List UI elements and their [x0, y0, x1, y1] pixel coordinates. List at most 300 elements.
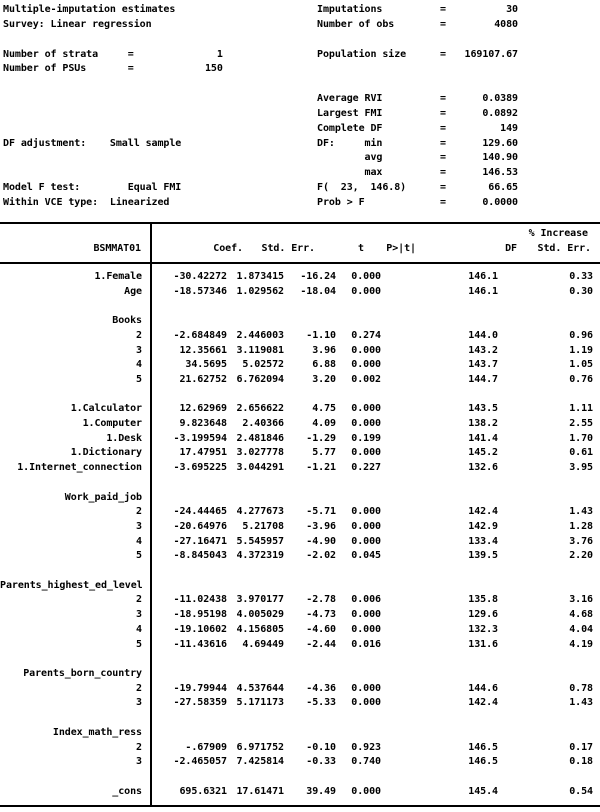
cell-pct-increase: [498, 726, 593, 741]
cell-coef: -.67909: [185, 741, 227, 753]
cell-std-err: [227, 726, 284, 741]
table-row: [0, 549, 600, 564]
cell-p: [336, 711, 381, 726]
cell-df: 145.2: [468, 447, 498, 459]
equals-sign: =: [440, 137, 446, 149]
cell-t: [284, 388, 336, 403]
cell-pct-increase: [498, 711, 593, 726]
cell-coef: [150, 491, 227, 506]
cell-std-err: 5.21708: [242, 520, 284, 532]
header-left-text: DF adjustment: Small sample: [3, 137, 182, 149]
cell-coef: -27.16471: [173, 535, 227, 547]
cell-t: [284, 299, 336, 314]
cell-std-err: [227, 314, 284, 329]
cell-coef: 34.5695: [185, 359, 227, 371]
cell-std-err: [227, 476, 284, 491]
header-right-label: Largest FMI: [317, 107, 383, 119]
header-line: [0, 77, 600, 92]
cell-coef: [150, 314, 227, 329]
cell-label: 1.Computer: [82, 418, 142, 430]
cell-p: [336, 299, 381, 314]
cell-p: 0.000: [351, 682, 381, 694]
cell-p: 0.923: [351, 741, 381, 753]
cell-df: 142.9: [468, 520, 498, 532]
cell-coef: 12.35661: [179, 344, 227, 356]
header-right-label: Imputations: [317, 4, 383, 15]
cell-t: [284, 491, 336, 506]
cell-label: 1.Calculator: [70, 403, 142, 415]
cell-coef: -18.57346: [173, 285, 227, 297]
cell-p: 0.000: [351, 447, 381, 459]
cell-df: 146.5: [468, 741, 498, 753]
cell-std-err: 1.029562: [236, 285, 284, 297]
table-row: [0, 682, 600, 697]
cell-std-err: 6.971752: [236, 741, 284, 753]
cell-pct-increase: 0.96: [569, 329, 593, 341]
cell-p: 0.000: [351, 418, 381, 430]
cell-df: [381, 726, 498, 741]
header-left-text: Multiple-imputation estimates: [3, 4, 176, 15]
table-top-rule: [0, 222, 600, 224]
table-row: [0, 299, 600, 314]
cell-pct-increase: 1.43: [569, 506, 593, 518]
cell-pct-increase: [498, 579, 593, 594]
header-right-label: avg: [317, 152, 383, 164]
cell-df: [381, 476, 498, 491]
cell-pct-increase: 1.70: [569, 432, 593, 444]
cell-p: 0.000: [351, 785, 381, 797]
cell-std-err: 3.970177: [236, 594, 284, 606]
cell-coef: -20.64976: [173, 520, 227, 532]
cell-coef: 9.823648: [179, 418, 227, 430]
cell-label: 5: [136, 373, 142, 385]
cell-df: 142.4: [468, 506, 498, 518]
cell-t: [284, 726, 336, 741]
cell-label: [0, 652, 150, 667]
cell-pct-increase: 3.95: [569, 462, 593, 474]
cell-df: [381, 299, 498, 314]
cell-pct-increase: 0.76: [569, 373, 593, 385]
cell-t: 3.96: [312, 344, 336, 356]
cell-pct-increase: 3.16: [569, 594, 593, 606]
table-row: [0, 755, 600, 770]
equals-sign: =: [440, 167, 446, 179]
cell-coef: -18.95198: [173, 609, 227, 621]
table-row: [0, 446, 600, 461]
table-row: [0, 344, 600, 359]
cell-t: 39.49: [306, 785, 336, 797]
header-line: [0, 107, 600, 122]
header-right-label: Population size: [317, 48, 407, 60]
cell-p: 0.000: [351, 520, 381, 532]
cell-p: 0.000: [351, 403, 381, 415]
table-row: [0, 314, 600, 329]
cell-t: [284, 564, 336, 579]
cell-df: [381, 579, 498, 594]
col-header-t: t: [358, 243, 364, 254]
table-header-increase-row: [0, 228, 600, 243]
cell-std-err: [227, 579, 284, 594]
cell-df: 132.6: [468, 462, 498, 474]
header-line: [0, 166, 600, 181]
cell-label: 1.Dictionary: [70, 447, 142, 459]
cell-label: 5: [136, 638, 142, 650]
cell-coef: -24.44465: [173, 506, 227, 518]
cell-t: -4.73: [306, 609, 336, 621]
cell-label: [0, 476, 150, 491]
cell-p: [336, 667, 381, 682]
table-row: [0, 402, 600, 417]
header-left-text: Number of PSUs = 150: [3, 63, 223, 75]
header-right-value: 0.0389: [482, 93, 518, 105]
cell-p: 0.000: [351, 344, 381, 356]
table-row: [0, 505, 600, 520]
cell-pct-increase: 0.54: [569, 785, 593, 797]
cell-std-err: 5.545957: [236, 535, 284, 547]
cell-std-err: 4.372319: [236, 550, 284, 562]
cell-t: -4.36: [306, 682, 336, 694]
table-bottom-rule: [0, 805, 600, 807]
cell-pct-increase: [498, 388, 593, 403]
table-row: [0, 593, 600, 608]
cell-t: 6.88: [312, 359, 336, 371]
cell-df: 132.3: [468, 623, 498, 635]
col-header-std-err: Std. Err.: [261, 243, 315, 254]
equals-sign: =: [440, 48, 446, 60]
equals-sign: =: [440, 196, 446, 208]
cell-pct-increase: 0.78: [569, 682, 593, 694]
cell-pct-increase: [498, 314, 593, 329]
cell-label: Work_paid_job: [64, 491, 142, 503]
table-row: [0, 461, 600, 476]
cell-df: 135.8: [468, 594, 498, 606]
header-line: [0, 151, 600, 166]
cell-std-err: [227, 770, 284, 785]
cell-p: [336, 726, 381, 741]
cell-std-err: 4.69449: [242, 638, 284, 650]
header-right-value: 4080: [494, 18, 518, 30]
cell-pct-increase: 2.20: [569, 550, 593, 562]
cell-t: [284, 770, 336, 785]
cell-t: [284, 711, 336, 726]
table-header-rule: [0, 262, 600, 264]
cell-pct-increase: 4.19: [569, 638, 593, 650]
col-header-pct-increase: % Increase: [528, 228, 588, 239]
header-line: [0, 33, 600, 48]
cell-std-err: 3.044291: [236, 462, 284, 474]
table-row: [0, 770, 600, 785]
header-right-label: max: [317, 167, 383, 179]
cell-label: 2: [136, 329, 142, 341]
cell-df: 144.0: [468, 329, 498, 341]
cell-p: 0.000: [351, 609, 381, 621]
cell-df: [381, 770, 498, 785]
table-row: [0, 623, 600, 638]
cell-label: Age: [124, 285, 142, 297]
header-line: [0, 3, 600, 18]
cell-coef: [150, 667, 227, 682]
header-left-text: Within VCE type: Linearized: [3, 196, 170, 208]
cell-coef: [150, 299, 227, 314]
cell-p: 0.016: [351, 638, 381, 650]
col-header-depvar: BSMMAT01: [93, 243, 141, 254]
header-right-value: 140.90: [482, 152, 518, 164]
header-right-value: 0.0892: [482, 107, 518, 119]
header-right-value: 0.0000: [482, 196, 518, 208]
equals-sign: =: [440, 122, 446, 134]
table-row: [0, 608, 600, 623]
cell-p: [336, 476, 381, 491]
col-header-df: DF: [505, 243, 517, 254]
cell-label: 4: [136, 623, 142, 635]
cell-label: Parents_born_country: [23, 667, 142, 679]
cell-std-err: [227, 667, 284, 682]
cell-pct-increase: 2.55: [569, 418, 593, 430]
cell-df: [381, 564, 498, 579]
cell-pct-increase: 0.17: [569, 741, 593, 753]
cell-pct-increase: 0.33: [569, 271, 593, 282]
cell-df: 139.5: [468, 550, 498, 562]
header-right-value: 146.53: [482, 167, 518, 179]
cell-std-err: 4.156805: [236, 623, 284, 635]
equals-sign: =: [440, 182, 446, 194]
cell-t: [284, 652, 336, 667]
col-header-p-value: P>|t|: [386, 243, 416, 254]
header-left-text: Survey: Linear regression: [3, 18, 152, 30]
cell-pct-increase: 1.19: [569, 344, 593, 356]
table-row: [0, 373, 600, 388]
cell-coef: 17.47951: [179, 447, 227, 459]
cell-p: [336, 388, 381, 403]
cell-df: 131.6: [468, 638, 498, 650]
table-row: [0, 711, 600, 726]
cell-label: [0, 711, 150, 726]
cell-std-err: 2.40366: [242, 418, 284, 430]
cell-p: [336, 314, 381, 329]
cell-t: -18.04: [300, 285, 336, 297]
cell-t: 3.20: [312, 373, 336, 385]
cell-df: 138.2: [468, 418, 498, 430]
cell-t: -5.33: [306, 697, 336, 709]
header-right-value: 129.60: [482, 137, 518, 149]
cell-p: [336, 491, 381, 506]
cell-t: [284, 476, 336, 491]
col-header-coef: Coef.: [213, 243, 243, 254]
cell-coef: -2.684849: [173, 329, 227, 341]
cell-pct-increase: 3.76: [569, 535, 593, 547]
cell-t: -4.60: [306, 623, 336, 635]
header-right-value: 169107.67: [464, 48, 518, 60]
cell-coef: [150, 770, 227, 785]
cell-t: -2.02: [306, 550, 336, 562]
cell-p: 0.000: [351, 623, 381, 635]
cell-pct-increase: [498, 299, 593, 314]
cell-p: 0.006: [351, 594, 381, 606]
cell-df: 133.4: [468, 535, 498, 547]
cell-coef: -11.43616: [173, 638, 227, 650]
cell-label: 2: [136, 682, 142, 694]
cell-t: 5.77: [312, 447, 336, 459]
cell-coef: -3.695225: [173, 462, 227, 474]
cell-p: [336, 579, 381, 594]
cell-pct-increase: 1.11: [569, 403, 593, 415]
cell-pct-increase: 4.68: [569, 609, 593, 621]
cell-p: 0.002: [351, 373, 381, 385]
cell-pct-increase: 1.43: [569, 697, 593, 709]
table-row: [0, 476, 600, 491]
cell-coef: -19.79944: [173, 682, 227, 694]
cell-coef: [150, 388, 227, 403]
cell-pct-increase: [498, 770, 593, 785]
cell-df: 141.4: [468, 432, 498, 444]
equals-sign: =: [440, 4, 446, 15]
cell-label: 3: [136, 609, 142, 621]
cell-pct-increase: [498, 667, 593, 682]
cell-df: 144.6: [468, 682, 498, 694]
cell-pct-increase: 1.05: [569, 359, 593, 371]
table-row: [0, 285, 600, 300]
cell-coef: 695.6321: [179, 785, 227, 797]
cell-std-err: 4.537644: [236, 682, 284, 694]
header-line: [0, 137, 600, 152]
cell-label: 1.Female: [94, 271, 142, 282]
cell-std-err: 4.005029: [236, 609, 284, 621]
table-row: [0, 638, 600, 653]
cell-std-err: 2.446003: [236, 329, 284, 341]
header-line: [0, 196, 600, 211]
cell-t: -2.44: [306, 638, 336, 650]
table-body: [0, 270, 600, 799]
cell-label: Books: [112, 315, 142, 327]
cell-df: 143.5: [468, 403, 498, 415]
cell-t: -5.71: [306, 506, 336, 518]
cell-p: 0.199: [351, 432, 381, 444]
cell-std-err: 2.656622: [236, 403, 284, 415]
cell-coef: -8.845043: [173, 550, 227, 562]
cell-label: [0, 770, 150, 785]
cell-df: 146.1: [468, 271, 498, 282]
cell-t: -16.24: [300, 271, 336, 282]
table-row: [0, 741, 600, 756]
header-left-text: Number of strata = 1: [3, 48, 223, 60]
cell-df: 143.2: [468, 344, 498, 356]
cell-coef: 21.62752: [179, 373, 227, 385]
cell-coef: [150, 711, 227, 726]
cell-std-err: 3.119081: [236, 344, 284, 356]
cell-pct-increase: 0.18: [569, 756, 593, 768]
cell-t: 4.09: [312, 418, 336, 430]
cell-std-err: [227, 652, 284, 667]
cell-coef: -2.465057: [173, 756, 227, 768]
cell-df: [381, 491, 498, 506]
cell-t: -1.10: [306, 329, 336, 341]
cell-t: -1.29: [306, 432, 336, 444]
cell-coef: -27.58359: [173, 697, 227, 709]
cell-df: [381, 652, 498, 667]
cell-df: 146.5: [468, 756, 498, 768]
cell-df: 145.4: [468, 785, 498, 797]
table-row: [0, 579, 600, 594]
cell-t: [284, 314, 336, 329]
cell-coef: [150, 726, 227, 741]
cell-pct-increase: [498, 652, 593, 667]
cell-p: 0.045: [351, 550, 381, 562]
cell-coef: -19.10602: [173, 623, 227, 635]
cell-pct-increase: 0.61: [569, 447, 593, 459]
cell-df: [381, 314, 498, 329]
cell-label: 1.Internet_connection: [17, 462, 142, 474]
cell-t: -3.96: [306, 520, 336, 532]
header-right-label: F( 23, 146.8): [317, 182, 407, 194]
cell-label: Parents_highest_ed_level: [0, 579, 143, 591]
cell-p: 0.000: [351, 506, 381, 518]
cell-coef: 12.62969: [179, 403, 227, 415]
cell-t: -0.10: [306, 741, 336, 753]
header-right-label: Complete DF: [317, 122, 383, 134]
header-right-value: 149: [500, 122, 518, 134]
cell-label: 1.Desk: [106, 432, 142, 444]
table-row: [0, 520, 600, 535]
header-line: [0, 18, 600, 33]
cell-std-err: [227, 564, 284, 579]
cell-p: 0.740: [351, 756, 381, 768]
cell-pct-increase: [498, 476, 593, 491]
cell-df: [381, 667, 498, 682]
header-right-label: DF: min: [317, 137, 383, 149]
cell-df: 146.1: [468, 285, 498, 297]
cell-df: [381, 388, 498, 403]
cell-label: 2: [136, 741, 142, 753]
cell-p: [336, 564, 381, 579]
cell-p: 0.000: [351, 285, 381, 297]
header-right-label: Prob > F: [317, 196, 365, 208]
cell-std-err: 5.02572: [242, 359, 284, 371]
cell-label: 5: [136, 550, 142, 562]
cell-coef: -11.02438: [173, 594, 227, 606]
header-line: [0, 48, 600, 63]
table-row: [0, 491, 600, 506]
table-row: [0, 358, 600, 373]
cell-label: 3: [136, 756, 142, 768]
cell-p: 0.274: [351, 329, 381, 341]
cell-std-err: 4.277673: [236, 506, 284, 518]
cell-label: 3: [136, 697, 142, 709]
table-row: [0, 667, 600, 682]
cell-label: [0, 388, 150, 403]
table-row: [0, 785, 600, 800]
table-row: [0, 417, 600, 432]
table-header-row: [0, 243, 600, 258]
table-row: [0, 329, 600, 344]
col-header-increase-std-err: Std. Err.: [537, 243, 591, 254]
cell-std-err: [227, 711, 284, 726]
cell-std-err: [227, 299, 284, 314]
cell-df: 142.4: [468, 697, 498, 709]
cell-coef: [150, 652, 227, 667]
header-block: [0, 3, 600, 211]
header-right-label: Average RVI: [317, 93, 383, 105]
cell-df: [381, 711, 498, 726]
table-row: [0, 388, 600, 403]
cell-label: 4: [136, 359, 142, 371]
cell-label: 4: [136, 535, 142, 547]
cell-coef: -3.199594: [173, 432, 227, 444]
cell-label: 2: [136, 506, 142, 518]
header-line: [0, 62, 600, 77]
cell-std-err: 17.61471: [236, 785, 284, 797]
cell-coef: [150, 579, 227, 594]
cell-label: _cons: [112, 785, 142, 797]
